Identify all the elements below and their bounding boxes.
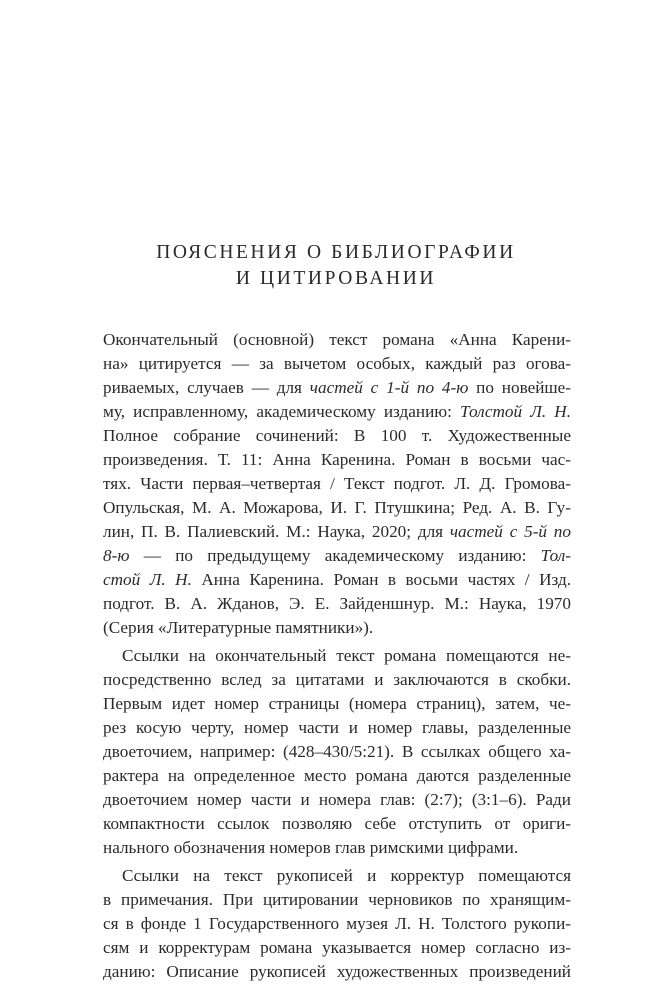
text-line: стой Л. Н. Анна Каренина. Роман в восьми частях / Изд. bbox=[103, 570, 571, 589]
text-line: нального обозначения номеров глав римскими цифрами. bbox=[103, 838, 519, 857]
text-line: произведения. Т. 11: Анна Каренина. Роман в восьми час- bbox=[103, 450, 571, 469]
text-line: риваемых, случаев — для частей с 1-й по 4-ю по новейше- bbox=[103, 378, 571, 397]
text-line: рез косую черту, номер части и номер главы, разделенные bbox=[103, 718, 571, 737]
text-line: сям и корректурам романа указывается номер согласно из- bbox=[103, 938, 571, 957]
text-line: данию: Описание рукописей художественных произведений bbox=[103, 962, 571, 981]
text-line: (Серия «Литературные памятники»). bbox=[103, 618, 374, 637]
italic-text: Тол- bbox=[540, 546, 571, 565]
text-line: Опульская, М. А. Можарова, И. Г. Птушкина; Ред. А. В. Гу- bbox=[103, 498, 571, 517]
text-line: Первым идет номер страницы (номера страниц), затем, че- bbox=[103, 694, 571, 713]
text-line: Ссылки на текст рукописей и корректур помещаются bbox=[122, 866, 571, 885]
text-line: Ссылки на окончательный текст романа помещаются не- bbox=[122, 646, 571, 665]
italic-text: Толстой Л. Н. bbox=[460, 402, 571, 421]
text-line: Полное собрание сочинений: В 100 т. Художественные bbox=[103, 426, 571, 445]
text-line: му, исправленному, академическому изданию: Толстой Л. Н. bbox=[103, 402, 571, 421]
text-line: в примечания. При цитировании черновиков по хранящим- bbox=[103, 890, 571, 909]
section-title-line-2: И ЦИТИРОВАНИИ bbox=[235, 268, 437, 289]
italic-text: 8-ю bbox=[103, 546, 130, 565]
text-line: двоеточием номер части и номера глав: (2:7); (3:1–6). Ради bbox=[103, 790, 571, 809]
italic-text: частей с 5-й по bbox=[449, 522, 571, 541]
text-line: 8-ю — по предыдущему академическому изданию: Тол- bbox=[103, 546, 571, 565]
italic-text: частей с 1-й по 4-ю bbox=[309, 378, 469, 397]
text-line: лин, П. В. Палиевский. М.: Наука, 2020; для частей с 5-й по bbox=[103, 522, 571, 541]
italic-text: стой Л. Н. bbox=[103, 570, 192, 589]
text-line: двоеточием, например: (428–430/5:21). В ссылках общего ха- bbox=[103, 742, 571, 761]
text-line: посредственно вслед за цитатами и заключаются в скобки. bbox=[103, 670, 571, 689]
section-title-line-1: ПОЯСНЕНИЯ О БИБЛИОГРАФИИ bbox=[156, 242, 516, 263]
text-line: рактера на определенное место романа даются разделенные bbox=[103, 766, 571, 785]
text-line: на» цитируется — за вычетом особых, каждый раз огова- bbox=[103, 354, 571, 373]
text-line: компактности ссылок позволяю себе отступить от ориги- bbox=[103, 814, 571, 833]
text-line: подгот. В. А. Жданов, Э. Е. Зайденшнур. М.: Наука, 1970 bbox=[103, 594, 571, 613]
text-line: ся в фонде 1 Государственного музея Л. Н. Толстого рукопи- bbox=[103, 914, 571, 933]
text-line: тях. Части первая–четвертая / Текст подгот. Л. Д. Громова- bbox=[103, 474, 571, 493]
text-line: Окончательный (основной) текст романа «Анна Карени- bbox=[103, 330, 571, 349]
